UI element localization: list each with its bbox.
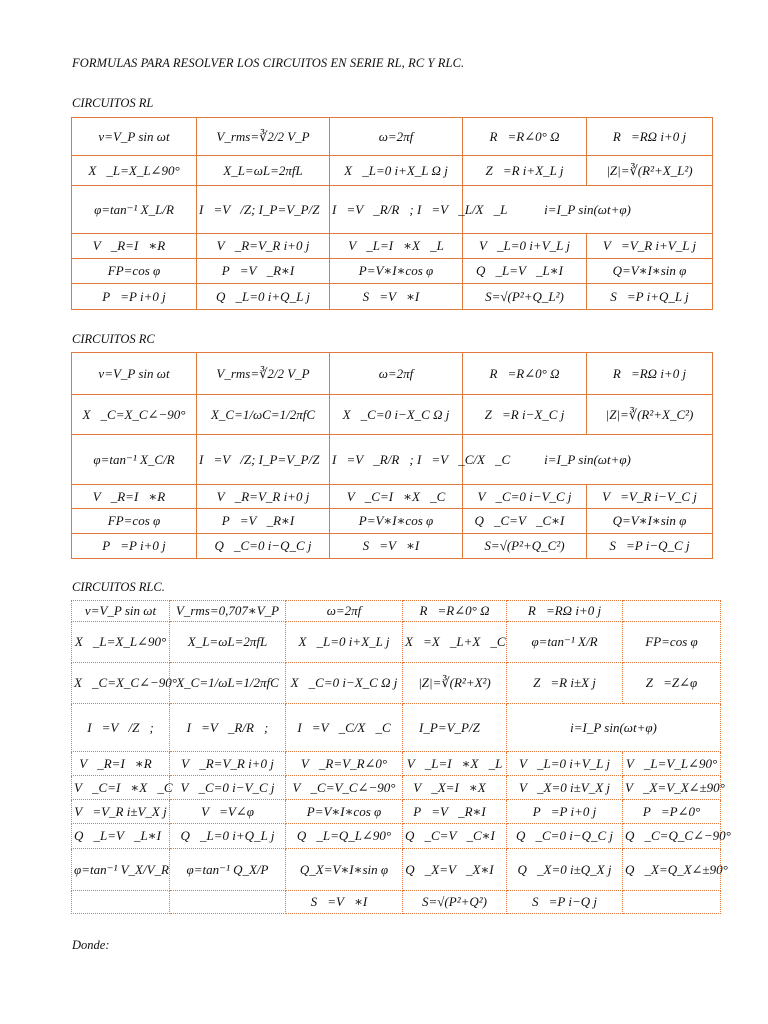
formula-cell: V⃗_C=0 i−V_C j bbox=[463, 485, 587, 509]
formula-cell: R⃗=RΩ i+0 j bbox=[507, 601, 623, 622]
formula-cell: R⃗=R∠0° Ω bbox=[463, 118, 587, 156]
formula-cell: P=V∗I∗cos φ bbox=[330, 259, 463, 284]
formula-table-rlc bbox=[71, 600, 731, 914]
formula-cell: V⃗=V∠φ bbox=[170, 800, 286, 824]
formula-cell: V⃗=V_R i−V_C j bbox=[587, 485, 713, 509]
formula-cell: S⃗=V⃗∗I⃗ bbox=[330, 534, 463, 559]
formula-cell: I⃗=V⃗/Z⃗; bbox=[72, 704, 170, 752]
formula-cell bbox=[170, 891, 286, 914]
formula-cell: S⃗=V⃗∗I⃗ bbox=[286, 891, 403, 914]
formula-cell bbox=[623, 891, 721, 914]
formula-cell: I⃗=V⃗/Z; I_P=V_P/Z⃗ bbox=[197, 435, 330, 485]
formula-cell: V⃗_R=I⃗∗R⃗ bbox=[72, 752, 170, 776]
formula-cell: S=√(P²+Q_L²) bbox=[463, 284, 587, 310]
formula-cell: i=I_P sin(ωt+φ) bbox=[463, 186, 713, 234]
formula-cell: Q⃗_L=0 i+Q_L j bbox=[197, 284, 330, 310]
formula-cell: V⃗_R=V_R i+0 j bbox=[197, 485, 330, 509]
formula-cell: P⃗=P i+0 j bbox=[507, 800, 623, 824]
formula-cell: φ=tan⁻¹ X_L/R bbox=[72, 186, 197, 234]
formula-cell: FP=cos φ bbox=[623, 622, 721, 663]
formula-cell: V⃗_L=0 i+V_L j bbox=[463, 234, 587, 259]
formula-cell: X⃗_C=X_C∠−90° bbox=[72, 663, 170, 704]
formula-cell: V⃗_C=I⃗∗X⃗_C bbox=[72, 776, 170, 800]
formula-cell: |Z|=∛(R²+X_L²) bbox=[587, 156, 713, 186]
formula-cell: I⃗=V⃗/Z; I_P=V_P/Z⃗ bbox=[197, 186, 330, 234]
formula-cell: X⃗_L=X_L∠90° bbox=[72, 622, 170, 663]
formula-cell: V⃗_R=I⃗∗R⃗ bbox=[72, 485, 197, 509]
formula-cell: Q⃗_L=V⃗_L∗I⃗ bbox=[72, 824, 170, 849]
formula-cell: P⃗=V⃗_R∗I⃗ bbox=[197, 259, 330, 284]
formula-cell: V⃗=V_R i+V_L j bbox=[587, 234, 713, 259]
formula-cell: FP=cos φ bbox=[72, 509, 197, 534]
formula-cell: Q=V∗I∗sin φ bbox=[587, 259, 713, 284]
formula-cell: X⃗_C=X_C∠−90° bbox=[72, 395, 197, 435]
formula-cell: Q⃗_C=0 i−Q_C j bbox=[507, 824, 623, 849]
formula-cell: Q=V∗I∗sin φ bbox=[587, 509, 713, 534]
formula-cell: I⃗=V⃗_R/R⃗; I⃗=V⃗_C/X⃗_C bbox=[330, 435, 463, 485]
formula-cell: V⃗_C=V_C∠−90° bbox=[286, 776, 403, 800]
formula-cell: |Z|=∛(R²+X²) bbox=[403, 663, 507, 704]
formula-cell: P⃗=P∠0° bbox=[623, 800, 721, 824]
formula-cell: P⃗=V⃗_R∗I⃗ bbox=[197, 509, 330, 534]
formula-cell: X⃗=X⃗_L+X⃗_C bbox=[403, 622, 507, 663]
formula-cell: φ=tan⁻¹ V_X/V_R bbox=[72, 849, 170, 891]
formula-cell: V⃗_X=I⃗∗X⃗ bbox=[403, 776, 507, 800]
formula-cell: V⃗_R=V_R i+0 j bbox=[170, 752, 286, 776]
formula-cell: V⃗_X=V_X∠±90° bbox=[623, 776, 721, 800]
formula-cell: X_C=1/ωC=1/2πfC bbox=[197, 395, 330, 435]
formula-cell: S⃗=P i+Q_L j bbox=[587, 284, 713, 310]
formula-cell: V⃗_L=I⃗∗X⃗_L bbox=[330, 234, 463, 259]
section-heading-rc: CIRCUITOS RC bbox=[72, 332, 155, 346]
formula-cell: S=√(P²+Q_C²) bbox=[463, 534, 587, 559]
formula-cell: I⃗=V⃗_C/X⃗_C bbox=[286, 704, 403, 752]
formula-cell: v=V_P sin ωt bbox=[72, 353, 197, 395]
formula-table-rl bbox=[71, 117, 713, 310]
formula-cell: Q⃗_X=0 i±Q_X j bbox=[507, 849, 623, 891]
formula-cell: S=√(P²+Q²) bbox=[403, 891, 507, 914]
formula-cell: ω=2πf bbox=[330, 353, 463, 395]
formula-cell: V⃗_L=I⃗∗X⃗_L bbox=[403, 752, 507, 776]
formula-cell: V⃗=V_R i±V_X j bbox=[72, 800, 170, 824]
formula-cell: X⃗_C=0 i−X_C Ω j bbox=[286, 663, 403, 704]
formula-cell: S⃗=P i−Q j bbox=[507, 891, 623, 914]
formula-cell: V⃗_R=V_R i+0 j bbox=[197, 234, 330, 259]
formula-cell: V⃗_L=0 i+V_L j bbox=[507, 752, 623, 776]
formula-cell: R⃗=R∠0° Ω bbox=[403, 601, 507, 622]
formula-cell: R⃗=RΩ i+0 j bbox=[587, 353, 713, 395]
formula-cell: Q⃗_L=0 i+Q_L j bbox=[170, 824, 286, 849]
formula-cell: ω=2πf bbox=[286, 601, 403, 622]
section-heading-rl: CIRCUITOS RL bbox=[72, 96, 154, 110]
formula-cell: R⃗=RΩ i+0 j bbox=[587, 118, 713, 156]
formula-cell: X⃗_L=0 i+X_L Ω j bbox=[330, 156, 463, 186]
formula-cell: X_L=ωL=2πfL bbox=[170, 622, 286, 663]
document-title: FORMULAS PARA RESOLVER LOS CIRCUITOS EN SERIE RL, RC Y RLC. bbox=[72, 56, 465, 70]
formula-cell: I_P=V_P/Z⃗ bbox=[403, 704, 507, 752]
section-heading-rlc: CIRCUITOS RLC. bbox=[72, 580, 165, 594]
formula-cell: i=I_P sin(ωt+φ) bbox=[507, 704, 721, 752]
formula-cell: Z⃗=R i+X_L j bbox=[463, 156, 587, 186]
formula-cell: Q⃗_X=Q_X∠±90° bbox=[623, 849, 721, 891]
formula-cell: φ=tan⁻¹ Q_X/P bbox=[170, 849, 286, 891]
formula-cell: S⃗=V⃗∗I⃗ bbox=[330, 284, 463, 310]
formula-cell: P=V∗I∗cos φ bbox=[330, 509, 463, 534]
formula-cell: Q⃗_C=V⃗_C∗I⃗ bbox=[403, 824, 507, 849]
formula-cell: Q⃗_L=Q_L∠90° bbox=[286, 824, 403, 849]
formula-cell: X_L=ωL=2πfL bbox=[197, 156, 330, 186]
formula-cell: V_rms=0,707∗V_P bbox=[170, 601, 286, 622]
formula-cell: I⃗=V⃗_R/R⃗; I⃗=V⃗_L/X⃗_L bbox=[330, 186, 463, 234]
formula-cell: S⃗=P i−Q_C j bbox=[587, 534, 713, 559]
formula-cell: V⃗_C=0 i−V_C j bbox=[170, 776, 286, 800]
formula-cell: φ=tan⁻¹ X_C/R bbox=[72, 435, 197, 485]
formula-cell: Z⃗=R i±X j bbox=[507, 663, 623, 704]
formula-cell: V_rms=∛2/2 V_P bbox=[197, 118, 330, 156]
formula-cell: Q_X=V∗I∗sin φ bbox=[286, 849, 403, 891]
formula-cell: |Z|=∛(R²+X_C²) bbox=[587, 395, 713, 435]
formula-table-rc bbox=[71, 352, 713, 559]
formula-cell: V_rms=∛2/2 V_P bbox=[197, 353, 330, 395]
formula-cell: Z⃗=R i−X_C j bbox=[463, 395, 587, 435]
formula-cell: Z⃗=Z∠φ bbox=[623, 663, 721, 704]
formula-cell bbox=[72, 891, 170, 914]
formula-cell: Q⃗_C=0 i−Q_C j bbox=[197, 534, 330, 559]
formula-cell bbox=[623, 601, 721, 622]
formula-cell: I⃗=V⃗_R/R⃗; bbox=[170, 704, 286, 752]
formula-cell: V⃗_R=I⃗∗R⃗ bbox=[72, 234, 197, 259]
formula-cell: X⃗_C=0 i−X_C Ω j bbox=[330, 395, 463, 435]
formula-cell: X⃗_L=X_L∠90° bbox=[72, 156, 197, 186]
formula-cell: Q⃗_X=V⃗_X∗I⃗ bbox=[403, 849, 507, 891]
formula-cell: R⃗=R∠0° Ω bbox=[463, 353, 587, 395]
formula-cell: ω=2πf bbox=[330, 118, 463, 156]
formula-cell: V⃗_L=V_L∠90° bbox=[623, 752, 721, 776]
formula-cell: P⃗=P i+0 j bbox=[72, 534, 197, 559]
formula-cell: Q⃗_L=V⃗_L∗I⃗ bbox=[463, 259, 587, 284]
formula-cell: Q⃗_C=Q_C∠−90° bbox=[623, 824, 721, 849]
formula-cell: φ=tan⁻¹ X/R bbox=[507, 622, 623, 663]
formula-cell: Q⃗_C=V⃗_C∗I⃗ bbox=[463, 509, 587, 534]
formula-cell: V⃗_C=I⃗∗X⃗_C bbox=[330, 485, 463, 509]
formula-cell: X_C=1/ωL=1/2πfC bbox=[170, 663, 286, 704]
formula-cell: P=V∗I∗cos φ bbox=[286, 800, 403, 824]
formula-cell: P⃗=P i+0 j bbox=[72, 284, 197, 310]
formula-cell: P⃗=V⃗_R∗I⃗ bbox=[403, 800, 507, 824]
formula-cell: v=V_P sin ωt bbox=[72, 118, 197, 156]
formula-cell: FP=cos φ bbox=[72, 259, 197, 284]
formula-cell: V⃗_R=V_R∠0° bbox=[286, 752, 403, 776]
formula-cell: v=V_P sin ωt bbox=[72, 601, 170, 622]
formula-cell: V⃗_X=0 i±V_X j bbox=[507, 776, 623, 800]
formula-cell: X⃗_L=0 i+X_L j bbox=[286, 622, 403, 663]
footer-donde: Donde: bbox=[72, 938, 110, 952]
formula-cell: i=I_P sin(ωt+φ) bbox=[463, 435, 713, 485]
